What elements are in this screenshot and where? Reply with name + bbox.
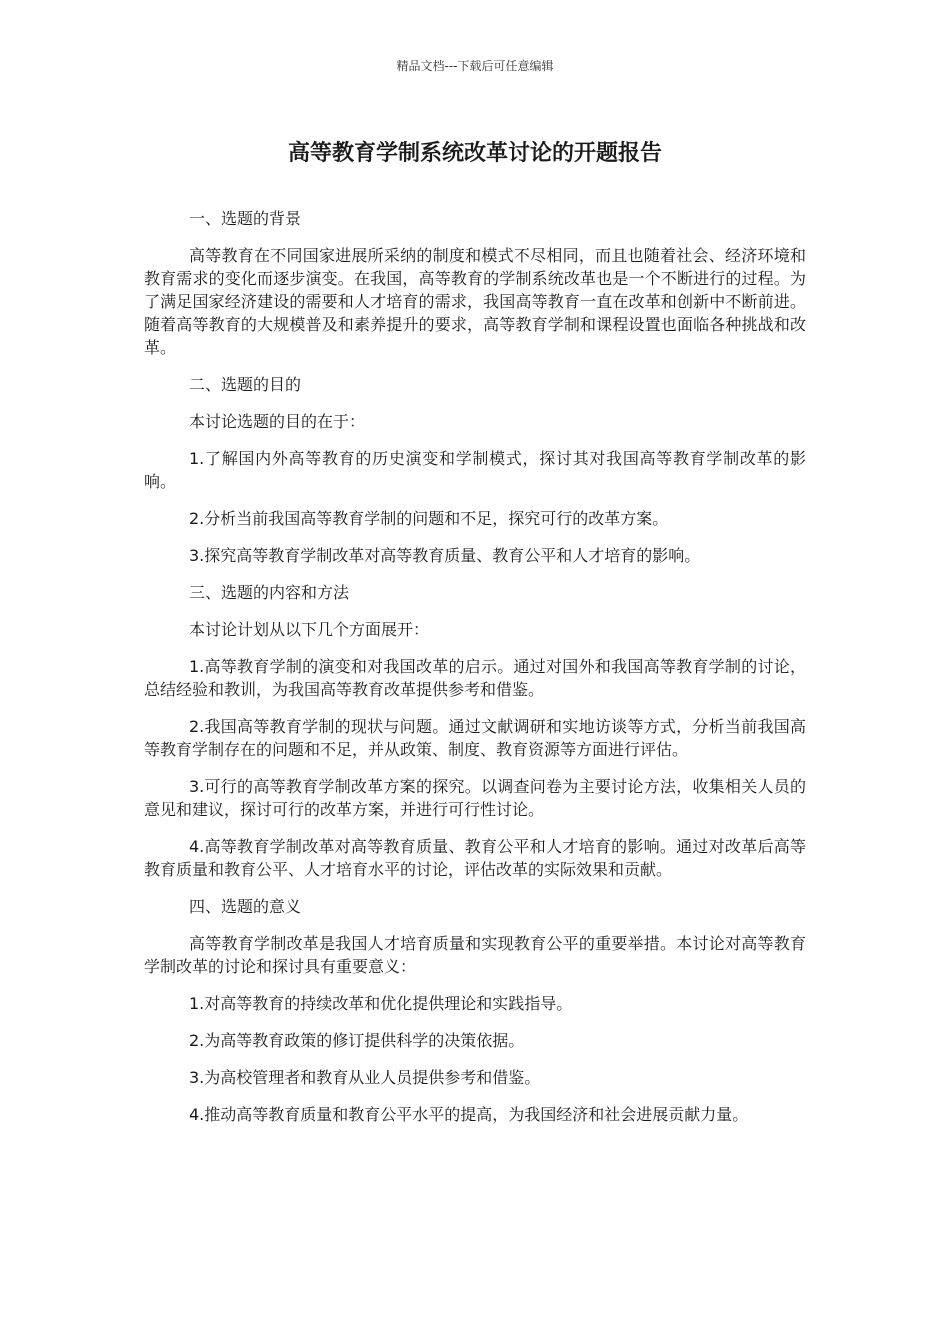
header-note: 精品文档---下载后可任意编辑 (396, 59, 554, 73)
content-intro: 本讨论计划从以下几个方面展开： (189, 620, 430, 639)
significance-item-4: 4.推动高等教育质量和教育公平水平的提高，为我国经济和社会进展贡献力量。 (189, 1105, 749, 1124)
significance-item-3: 3.为高校管理者和教育从业人员提供参考和借鉴。 (189, 1068, 541, 1087)
section-heading-background: 一、选题的背景 (189, 209, 302, 228)
content-item-2: 2.我国高等教育学制的现状与问题。通过文献调研和实地访谈等方式，分析当前我国高等教育学制存在的问题和不足，并从政策、制度、教育资源等方面进行评估。 (144, 717, 806, 759)
document-body (144, 207, 806, 1140)
content-item-3: 3.可行的高等教育学制改革方案的探究。以调查问卷为主要讨论方法，收集相关人员的意见和建议，探讨可行的改革方案，并进行可行性讨论。 (144, 777, 806, 819)
section-heading-purpose: 二、选题的目的 (189, 375, 302, 394)
purpose-intro: 本讨论选题的目的在于： (189, 412, 366, 431)
section-heading-significance: 四、选题的意义 (189, 897, 302, 916)
content-item-4: 4.高等教育学制改革对高等教育质量、教育公平和人才培育的影响。通过对改革后高等教育质量和教育公平、人才培育水平的讨论，评估改革的实际效果和贡献。 (144, 837, 806, 879)
purpose-item-3: 3.探究高等教育学制改革对高等教育质量、教育公平和人才培育的影响。 (189, 546, 701, 565)
purpose-item-1: 1.了解国内外高等教育的历史演变和学制模式，探讨其对我国高等教育学制改革的影响。 (144, 449, 806, 491)
significance-item-2: 2.为高等教育政策的修订提供科学的决策依据。 (189, 1031, 525, 1050)
content-item-1: 1.高等教育学制的演变和对我国改革的启示。通过对国外和我国高等教育学制的讨论，总结经验和教训，为我国高等教育改革提供参考和借鉴。 (144, 657, 806, 699)
document-title: 高等教育学制系统改革讨论的开题报告 (287, 141, 662, 166)
purpose-item-2: 2.分析当前我国高等教育学制的问题和不足，探究可行的改革方案。 (189, 509, 669, 528)
significance-item-1: 1.对高等教育的持续改革和优化提供理论和实践指导。 (189, 994, 573, 1013)
significance-intro: 高等教育学制改革是我国人才培育质量和实现教育公平的重要举措。本讨论对高等教育学制改革的讨论和探讨具有重要意义： (144, 934, 806, 976)
background-paragraph: 高等教育在不同国家进展所采纳的制度和模式不尽相同，而且也随着社会、经济环境和教育需求的变化而逐步演变。在我国，高等教育的学制系统改革也是一个不断进行的过程。为了满足国家经济建设的需要和人才培育的需求，我国高等教育一直在改革和创新中不断前进。随着高等教育的大规模普及和素养提升的要求，高等教育学制和课程设置也面临各种挑战和改革。 (144, 246, 806, 357)
section-heading-content-method: 三、选题的内容和方法 (189, 583, 350, 602)
